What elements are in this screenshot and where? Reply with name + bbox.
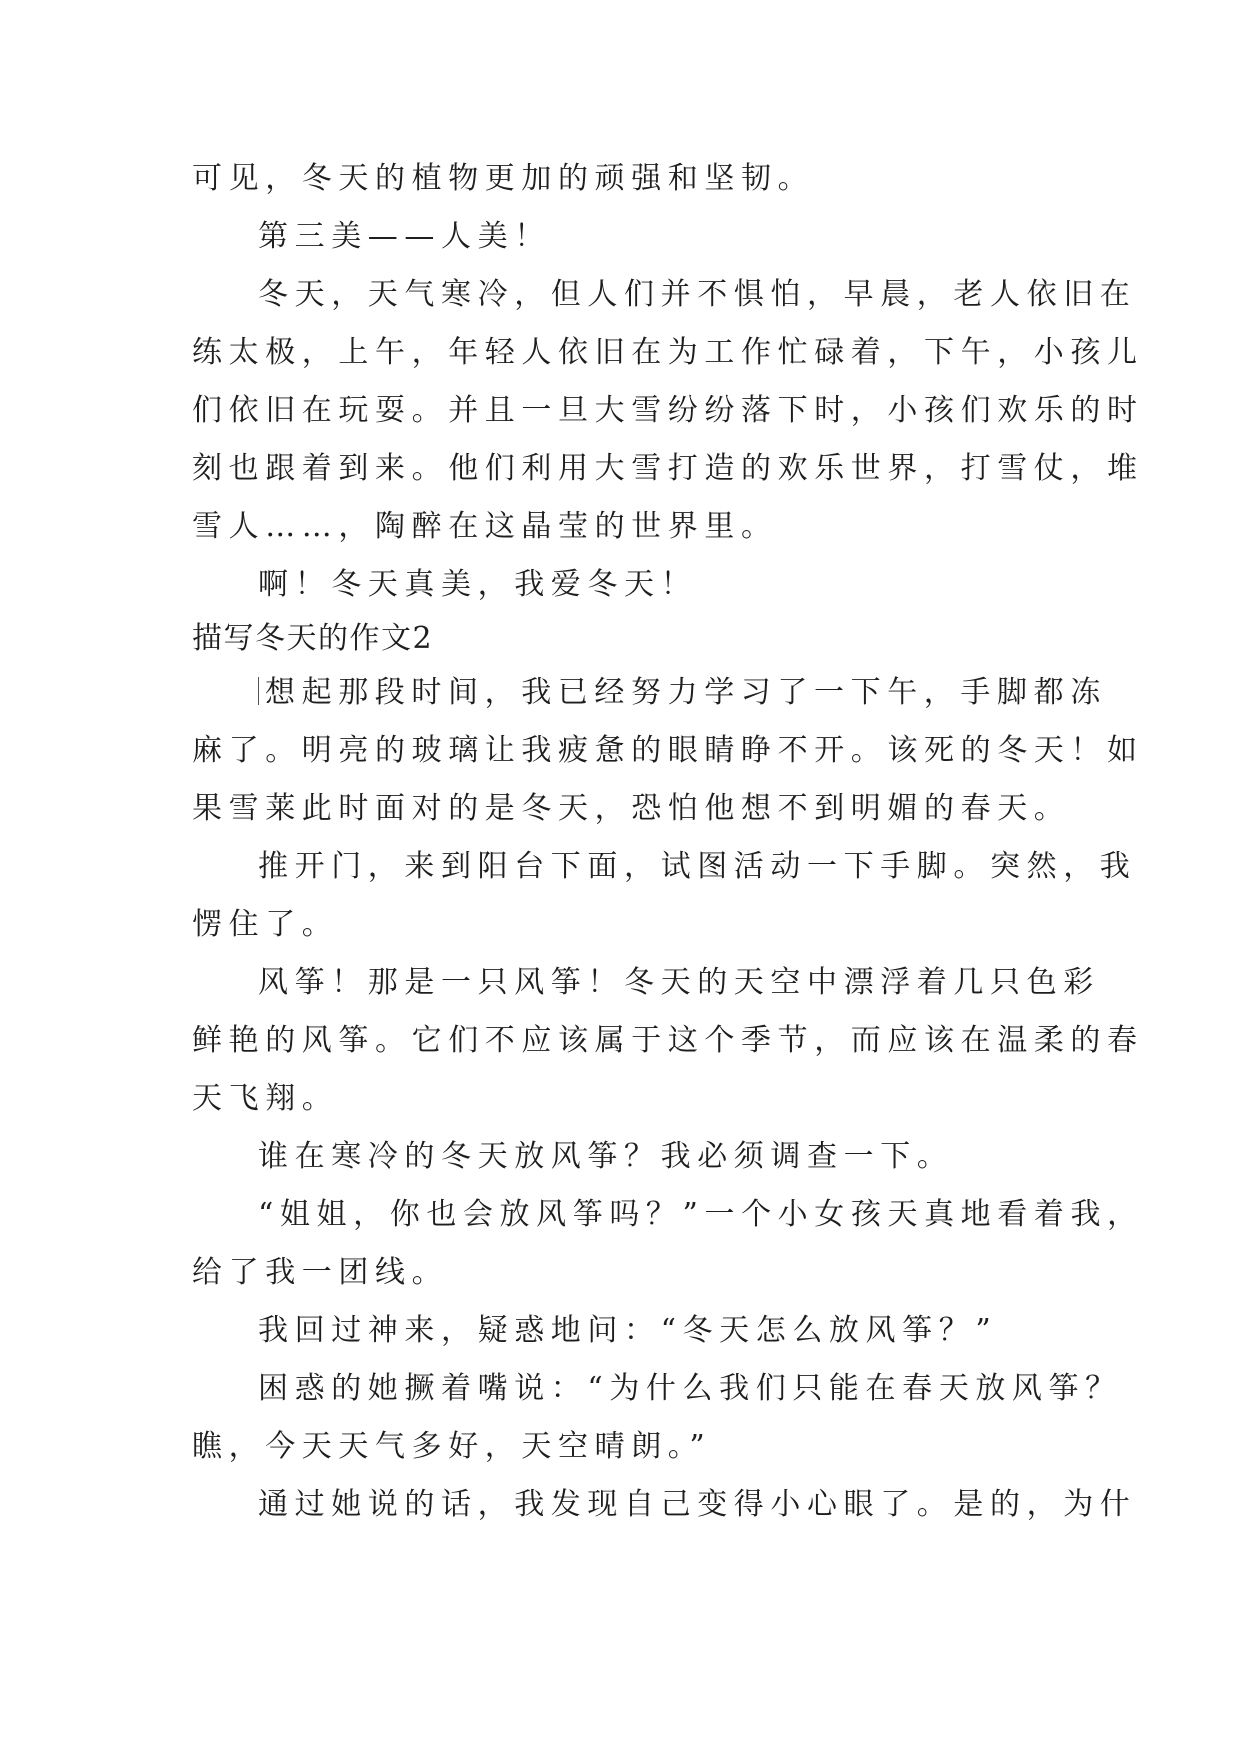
text-line: 天飞翔。 [192, 1081, 339, 1116]
text-line: 瞧，今天天气多好，天空晴朗。” [192, 1429, 712, 1464]
text-line: 刻也跟着到来。他们利用大雪打造的欢乐世界，打雪仗，堆 [192, 451, 1144, 486]
text-line: 麻了。明亮的玻璃让我疲惫的眼睛睁不开。该死的冬天！如 [192, 733, 1144, 768]
text-line: 雪人……，陶醉在这晶莹的世界里。 [192, 509, 778, 544]
text-line: 困惑的她撅着嘴说：“为什么我们只能在春天放风筝？ [258, 1371, 1122, 1406]
text-line: “姐姐，你也会放风筝吗？”一个小女孩天真地看着我， [258, 1197, 1144, 1232]
text-line-with-cursor[interactable] [192, 664, 1107, 722]
text-line: 果雪莱此时面对的是冬天，恐怕他想不到明媚的春天。 [192, 791, 1071, 826]
text-line: 通过她说的话，我发现自己变得小心眼了。是的，为什 [258, 1487, 1137, 1522]
text-line: 鲜艳的风筝。它们不应该属于这个季节，而应该在温柔的春 [192, 1023, 1144, 1058]
text-line: 冬天，天气寒冷，但人们并不惧怕，早晨，老人依旧在 [258, 277, 1137, 312]
text-line: 啊！冬天真美，我爱冬天！ [258, 567, 698, 602]
text-line: 可见，冬天的植物更加的顽强和坚韧。 [192, 161, 815, 196]
section-heading: 描写冬天的作文2 [192, 621, 434, 656]
text-cursor [258, 677, 259, 705]
document-page [192, 150, 1144, 1534]
text-line: 愣住了。 [192, 907, 339, 942]
text-line: 第三美——人美！ [258, 219, 551, 254]
text-line: 们依旧在玩耍。并且一旦大雪纷纷落下时，小孩们欢乐的时 [192, 393, 1144, 428]
text-line: 谁在寒冷的冬天放风筝？我必须调查一下。 [258, 1139, 954, 1174]
text-line: 风筝！那是一只风筝！冬天的天空中漂浮着几只色彩 [258, 965, 1100, 1000]
text-line: 给了我一团线。 [192, 1255, 449, 1290]
text-line: 推开门，来到阳台下面，试图活动一下手脚。突然，我 [258, 849, 1137, 884]
text-line: 练太极，上午，年轻人依旧在为工作忙碌着，下午，小孩儿 [192, 335, 1144, 370]
text-line: 我回过神来，疑惑地问：“冬天怎么放风筝？” [258, 1313, 998, 1348]
text-line: 想起那段时间，我已经努力学习了一下午，手脚都冻 [265, 675, 1107, 710]
